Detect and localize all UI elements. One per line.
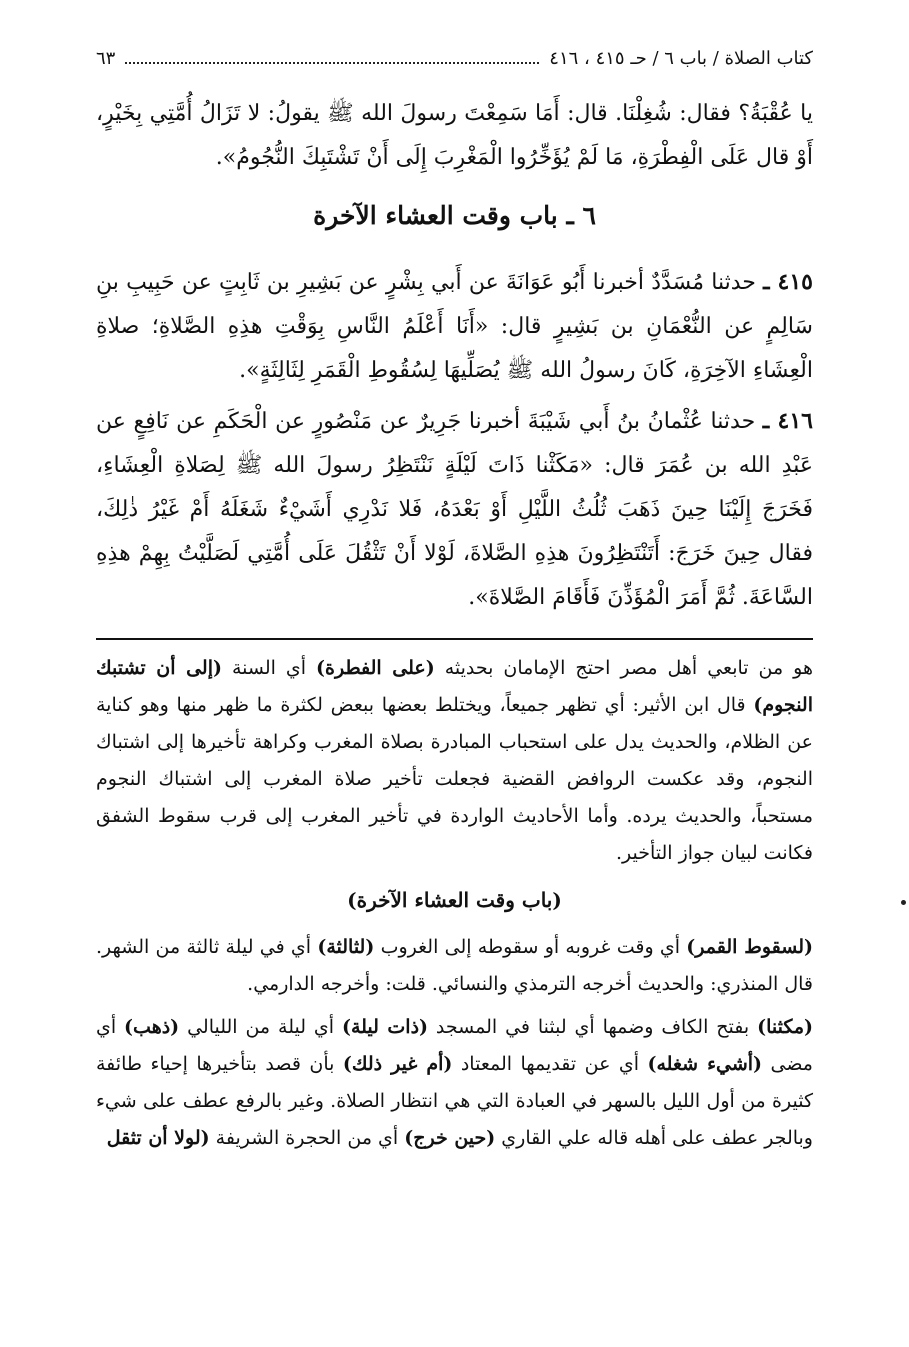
margin-mark: [901, 900, 906, 905]
commentary-paragraph-1: [96, 650, 813, 872]
footnote-separator: [96, 638, 813, 640]
commentary-text: أي في ليلة ثالثة من الشهر. قال المنذري: والحديث أخرجه الترمذي والنسائي. قلت: وأخرجه الدارمي.: [96, 936, 813, 995]
commentary-text: بفتح الكاف وضمها أي لبثنا في المسجد: [428, 1016, 758, 1038]
book-page: [96, 48, 813, 1307]
commentary-text: أي مضى: [96, 1016, 813, 1075]
commentary-lemma: (على الفطرة): [316, 657, 435, 679]
commentary-text: أي عن تقديمها المعتاد: [452, 1053, 648, 1075]
commentary-lemma: (لسقوط القمر): [686, 936, 813, 958]
commentary-lemma: (إلى أن تشتبك النجوم): [96, 657, 813, 716]
running-header-title: كتاب الصلاة / باب ٦ / حـ ٤١٥ ، ٤١٦: [549, 48, 813, 69]
commentary-paragraph-3: [96, 1009, 813, 1157]
commentary-lemma: (أم غير ذلك): [342, 1053, 453, 1075]
commentary-text: قال ابن الأثير: أي تظهر جميعاً، ويختلط بعضها ببعض لكثرة ما ظهر منها وهو كناية عن الظلام، والحديث يدل على استحباب المبادرة بصلاة المغرب وكراهة تأخيرها إلى اشتباك النجوم، وقد عكست الروافض القضية فجعلت تأخير صلاة المغرب إلى اشتباك النجوم مستحباً، والحديث يرده. وأما الأحاديث الواردة في تأخير المغرب إلى قرب سقوط الشفق فكانت لبيان جواز التأخير.: [96, 694, 813, 864]
page-number: ٦٣: [96, 48, 116, 69]
hadith-416-text: حدثنا عُثْمانُ بنُ أَبي شَيْبَةَ أخبرنا جَرِيرٌ عن مَنْصُورٍ عن الْحَكَمِ عن نَافِعٍ عن عَبْدِ الله بن عُمَرَ قال: «مَكَثْنا ذَاتَ لَيْلَةٍ نَنْتَظِرُ رسولَ الله ﷺ لِصَلاةِ الْعِشَاءِ، فَخَرَجَ إِلَيْنَا حِينَ ذَهَبَ ثُلُثُ اللَّيْلِ أَوْ بَعْدَهُ، فَلا نَدْرِي أَشَيْءٌ شَغَلَهُ أَمْ غَيْرُ ذٰلِكَ، فقال حِينَ خَرَجَ: أَتَنْتَظِرُونَ هذِهِ الصَّلاةَ، لَوْلا أَنْ تَثْقُلَ عَلَى أُمَّتِي لَصَلَّيْتُ بِهِمْ هذِهِ السَّاعَةَ. ثُمَّ أَمَرَ الْمُؤَذِّنَ فَأَقَامَ الصَّلاةَ».: [96, 409, 813, 610]
commentary-lemma: (أشيء شغله): [647, 1053, 763, 1075]
commentary-lemma: (ذهب): [124, 1016, 180, 1038]
commentary-text: أي السنة: [221, 657, 317, 679]
hadith-415-text: حدثنا مُسَدَّدٌ أخبرنا أَبُو عَوَانَةَ عن أَبي بِشْرٍ عن بَشِيرِ بن ثَابِتٍ عن حَبِيبِ بنِ سَالِمٍ عن النُّعْمَانِ بن بَشِيرٍ قال: «أَنَا أَعْلَمُ النَّاسِ بِوَقْتِ هذِهِ الصَّلاةِ؛ صلاةِ الْعِشَاءِ الآخِرَةِ، كَانَ رسولُ الله ﷺ يُصَلِّيهَا لِسُقُوطِ الْقَمَرِ لِثَالِثَةٍ».: [96, 270, 813, 383]
header-dotted-leader: [125, 62, 539, 64]
hadith-415-number: ٤١٥ ـ: [763, 269, 813, 295]
commentary-lemma: (لثالثة): [317, 936, 375, 958]
commentary-chapter-heading: (باب وقت العشاء الآخرة): [347, 888, 562, 912]
hadith-415: [96, 260, 813, 393]
commentary-text: هو من تابعي أهل مصر احتج الإمامان بحديثه: [434, 657, 813, 679]
commentary-lemma: (مكثنا): [757, 1016, 813, 1038]
commentary-lemma: (حين خرج): [404, 1127, 496, 1149]
commentary-text: أي ليلة من الليالي: [179, 1016, 342, 1038]
commentary-text: أي وقت غروبه أو سقوطه إلى الغروب: [374, 936, 687, 958]
hadith-416-number: ٤١٦ ـ: [762, 408, 813, 434]
commentary-paragraph-2: [96, 929, 813, 1003]
commentary-lemma: (لولا أن تثقل: [106, 1127, 210, 1149]
main-text: [96, 92, 813, 620]
hadith-416: [96, 399, 813, 620]
running-header: [96, 48, 813, 78]
commentary: [96, 650, 813, 1157]
main-paragraph-continuation: يا عُقْبَةُ؟ فقال: شُغِلْنَا. قال: أَمَا سَمِعْتَ رسولَ الله ﷺ يقولُ: لا تَزَالُ أُمَّتِي بِخَيْرٍ، أَوْ قال عَلَى الْفِطْرَةِ، مَا لَمْ يُؤَخِّرُوا الْمَغْرِبَ إِلَى أَنْ تَشْتَبِكَ النُّجُومُ».: [96, 101, 813, 170]
commentary-text: أي من الحجرة الشريفة: [209, 1127, 405, 1149]
commentary-text: بأن قصد بتأخيرها إحياء طائفة كثيرة من أول الليل بالسهر في العبادة التي هي انتظار الصلاة. وغير بالرفع عطف على شيء وبالجر عطف على أهله قاله علي القاري: [96, 1053, 813, 1149]
chapter-heading: ٦ ـ باب وقت العشاء الآخرة: [313, 201, 596, 230]
commentary-lemma: (ذات ليلة): [341, 1016, 429, 1038]
